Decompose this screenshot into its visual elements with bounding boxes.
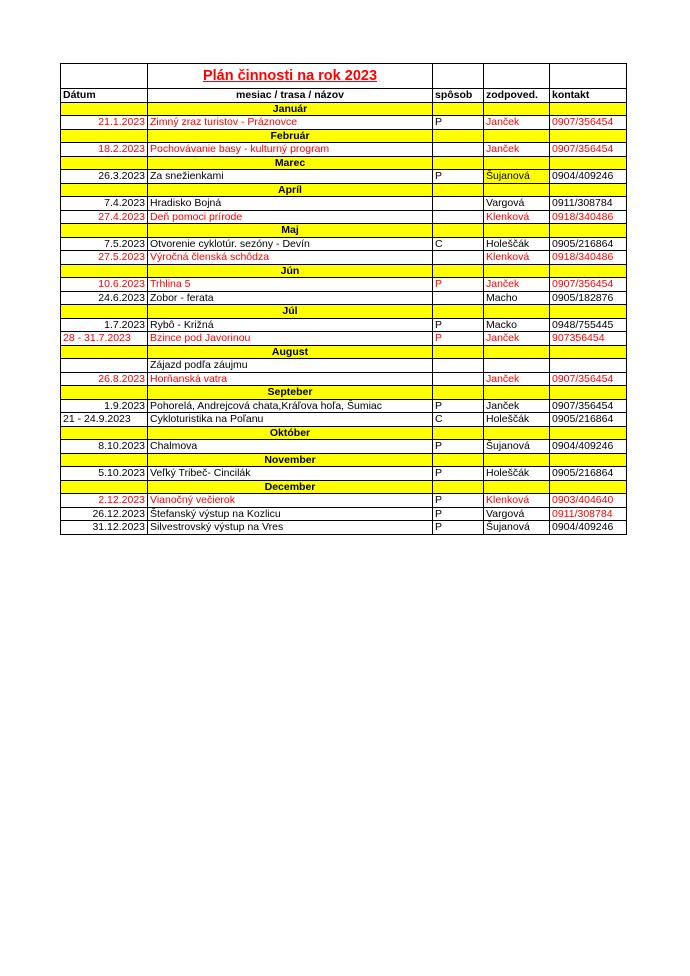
month-empty-cell (61, 386, 148, 400)
event-contact: 0905/216864 (550, 413, 627, 427)
event-name: Zájazd podľa záujmu (148, 359, 433, 373)
event-date: 7.5.2023 (61, 237, 148, 251)
event-date: 8.10.2023 (61, 440, 148, 454)
month-empty-cell (484, 224, 550, 238)
event-responsible: Holeščák (484, 413, 550, 427)
event-contact: 0904/409246 (550, 440, 627, 454)
event-date (61, 359, 148, 373)
event-responsible: Janček (484, 399, 550, 413)
event-method: P (433, 318, 484, 332)
month-empty-cell (484, 345, 550, 359)
month-row (61, 156, 627, 170)
month-empty-cell (484, 453, 550, 467)
event-method: P (433, 399, 484, 413)
event-row (61, 318, 627, 332)
month-empty-cell (484, 426, 550, 440)
month-empty-cell (433, 345, 484, 359)
event-row (61, 467, 627, 481)
event-date: 31.12.2023 (61, 521, 148, 535)
event-name: Chalmova (148, 440, 433, 454)
event-row (61, 237, 627, 251)
event-method: P (433, 494, 484, 508)
event-date: 1.7.2023 (61, 318, 148, 332)
event-responsible: Klenková (484, 210, 550, 224)
event-row (61, 116, 627, 130)
event-responsible: Šujanová (484, 440, 550, 454)
event-row (61, 359, 627, 373)
event-date: 27.5.2023 (61, 251, 148, 265)
event-name: Deň pomoci prírode (148, 210, 433, 224)
header-contact: kontakt (550, 89, 627, 103)
event-name: Bzince pod Javorinou (148, 332, 433, 346)
event-date: 21.1.2023 (61, 116, 148, 130)
title-empty-cell (550, 64, 627, 89)
event-name: Pochovávanie basy - kulturný program (148, 143, 433, 157)
month-empty-cell (484, 156, 550, 170)
event-responsible: Macho (484, 291, 550, 305)
event-date: 27.4.2023 (61, 210, 148, 224)
event-date: 28 - 31.7.2023 (61, 332, 148, 346)
month-empty-cell (433, 224, 484, 238)
month-row (61, 305, 627, 319)
month-empty-cell (484, 102, 550, 116)
event-name: Zimný zraz turistov - Práznovce (148, 116, 433, 130)
event-method: P (433, 521, 484, 535)
event-name: Zobor - ferata (148, 291, 433, 305)
month-empty-cell (550, 183, 627, 197)
event-row (61, 507, 627, 521)
month-row (61, 453, 627, 467)
month-label: November (148, 453, 433, 467)
event-method: P (433, 467, 484, 481)
event-row (61, 494, 627, 508)
event-responsible: Macko (484, 318, 550, 332)
month-empty-cell (433, 156, 484, 170)
event-name: Hradisko Bojná (148, 197, 433, 211)
event-name: Otvorenie cyklotúr. sezóny - Devín (148, 237, 433, 251)
month-empty-cell (550, 426, 627, 440)
month-empty-cell (433, 305, 484, 319)
month-label: Júl (148, 305, 433, 319)
month-row (61, 426, 627, 440)
month-empty-cell (433, 183, 484, 197)
month-label: Február (148, 129, 433, 143)
month-empty-cell (550, 224, 627, 238)
event-row (61, 170, 627, 184)
event-contact: 0911/308784 (550, 197, 627, 211)
event-contact: 0905/216864 (550, 467, 627, 481)
event-name: Vianočný večierok (148, 494, 433, 508)
header-date: Dátum (61, 89, 148, 103)
month-empty-cell (550, 345, 627, 359)
header-method: spôsob (433, 89, 484, 103)
event-contact: 0905/182876 (550, 291, 627, 305)
event-date: 26.12.2023 (61, 507, 148, 521)
month-empty-cell (433, 453, 484, 467)
month-label: Apríl (148, 183, 433, 197)
month-empty-cell (433, 129, 484, 143)
event-row (61, 197, 627, 211)
event-responsible: Holeščák (484, 237, 550, 251)
event-row (61, 291, 627, 305)
event-method: P (433, 116, 484, 130)
event-date: 7.4.2023 (61, 197, 148, 211)
event-method (433, 210, 484, 224)
event-method: P (433, 278, 484, 292)
month-empty-cell (61, 129, 148, 143)
event-method: P (433, 440, 484, 454)
event-method (433, 291, 484, 305)
event-date: 26.8.2023 (61, 372, 148, 386)
title-row (61, 64, 627, 89)
event-method: P (433, 507, 484, 521)
month-row (61, 183, 627, 197)
month-empty-cell (61, 224, 148, 238)
month-empty-cell (61, 264, 148, 278)
event-name: Výročná členská schôdza (148, 251, 433, 265)
month-label: December (148, 480, 433, 494)
month-empty-cell (484, 129, 550, 143)
event-method: C (433, 413, 484, 427)
month-label: Septeber (148, 386, 433, 400)
month-empty-cell (484, 305, 550, 319)
event-row (61, 440, 627, 454)
month-empty-cell (484, 386, 550, 400)
month-label: Marec (148, 156, 433, 170)
event-method: P (433, 332, 484, 346)
month-label: Jún (148, 264, 433, 278)
event-contact: 0918/340486 (550, 251, 627, 265)
event-date: 2.12.2023 (61, 494, 148, 508)
page-title: Plán činnosti na rok 2023 (148, 64, 433, 89)
event-method: P (433, 170, 484, 184)
event-responsible: Holeščák (484, 467, 550, 481)
event-name: Pohorelá, Andrejcová chata,Kráľova hoľa, Šumiac (148, 399, 433, 413)
event-method (433, 251, 484, 265)
event-contact: 907356454 (550, 332, 627, 346)
event-responsible: Klenková (484, 494, 550, 508)
month-empty-cell (484, 480, 550, 494)
header-row (61, 89, 627, 103)
event-contact: 0911/308784 (550, 507, 627, 521)
event-date: 24.6.2023 (61, 291, 148, 305)
event-responsible: Janček (484, 116, 550, 130)
event-row (61, 399, 627, 413)
month-empty-cell (550, 156, 627, 170)
event-responsible: Vargová (484, 197, 550, 211)
month-label: Január (148, 102, 433, 116)
event-responsible (484, 359, 550, 373)
event-method: C (433, 237, 484, 251)
month-empty-cell (433, 426, 484, 440)
event-responsible: Janček (484, 278, 550, 292)
month-empty-cell (433, 264, 484, 278)
event-name: Štefanský výstup na Kozlicu (148, 507, 433, 521)
event-date: 5.10.2023 (61, 467, 148, 481)
event-date: 26.3.2023 (61, 170, 148, 184)
month-empty-cell (550, 480, 627, 494)
header-name: mesiac / trasa / názov (148, 89, 433, 103)
month-row (61, 386, 627, 400)
event-contact: 0903/404640 (550, 494, 627, 508)
event-contact: 0907/356454 (550, 278, 627, 292)
event-method (433, 372, 484, 386)
event-row (61, 372, 627, 386)
event-row (61, 210, 627, 224)
month-label: August (148, 345, 433, 359)
event-contact: 0948/755445 (550, 318, 627, 332)
month-empty-cell (61, 183, 148, 197)
event-name: Cykloturistika na Poľanu (148, 413, 433, 427)
event-name: Horňanská vatra (148, 372, 433, 386)
month-empty-cell (484, 183, 550, 197)
event-name: Za snežienkami (148, 170, 433, 184)
event-method (433, 143, 484, 157)
event-responsible: Janček (484, 372, 550, 386)
event-contact: 0907/356454 (550, 399, 627, 413)
month-empty-cell (61, 426, 148, 440)
event-method (433, 359, 484, 373)
month-empty-cell (550, 386, 627, 400)
event-contact: 0918/340486 (550, 210, 627, 224)
month-empty-cell (484, 264, 550, 278)
month-empty-cell (550, 264, 627, 278)
month-row (61, 264, 627, 278)
event-date: 18.2.2023 (61, 143, 148, 157)
month-empty-cell (433, 480, 484, 494)
month-empty-cell (550, 453, 627, 467)
month-empty-cell (61, 102, 148, 116)
month-row (61, 480, 627, 494)
event-row (61, 278, 627, 292)
event-date: 21 - 24.9.2023 (61, 413, 148, 427)
event-row (61, 251, 627, 265)
event-contact: 0907/356454 (550, 372, 627, 386)
month-row (61, 224, 627, 238)
event-responsible: Šujanová (484, 170, 550, 184)
month-label: Október (148, 426, 433, 440)
event-date: 1.9.2023 (61, 399, 148, 413)
event-contact: 0907/356454 (550, 116, 627, 130)
event-responsible: Šujanová (484, 521, 550, 535)
header-responsible: zodpoved. (484, 89, 550, 103)
event-contact: 0904/409246 (550, 170, 627, 184)
event-name: Rybô - Križná (148, 318, 433, 332)
event-row (61, 413, 627, 427)
event-responsible: Klenková (484, 251, 550, 265)
month-empty-cell (61, 345, 148, 359)
event-method (433, 197, 484, 211)
plan-table-body (61, 64, 627, 535)
event-name: Veľký Tribeč- Cincilák (148, 467, 433, 481)
event-responsible: Vargová (484, 507, 550, 521)
title-empty-cell (484, 64, 550, 89)
event-contact: 0907/356454 (550, 143, 627, 157)
title-empty-cell (433, 64, 484, 89)
event-name: Silvestrovský výstup na Vres (148, 521, 433, 535)
event-name: Trhlina 5 (148, 278, 433, 292)
month-row (61, 129, 627, 143)
event-responsible: Janček (484, 332, 550, 346)
event-contact: 0905/216864 (550, 237, 627, 251)
month-empty-cell (61, 305, 148, 319)
month-empty-cell (433, 386, 484, 400)
event-contact: 0904/409246 (550, 521, 627, 535)
month-row (61, 102, 627, 116)
event-contact (550, 359, 627, 373)
month-empty-cell (433, 102, 484, 116)
event-row (61, 521, 627, 535)
event-date: 10.6.2023 (61, 278, 148, 292)
event-row (61, 332, 627, 346)
title-empty-cell (61, 64, 148, 89)
month-empty-cell (550, 102, 627, 116)
month-empty-cell (61, 156, 148, 170)
month-empty-cell (550, 129, 627, 143)
activity-plan-table (60, 63, 627, 535)
event-responsible: Janček (484, 143, 550, 157)
month-empty-cell (61, 480, 148, 494)
month-label: Maj (148, 224, 433, 238)
month-empty-cell (550, 305, 627, 319)
month-row (61, 345, 627, 359)
month-empty-cell (61, 453, 148, 467)
event-row (61, 143, 627, 157)
